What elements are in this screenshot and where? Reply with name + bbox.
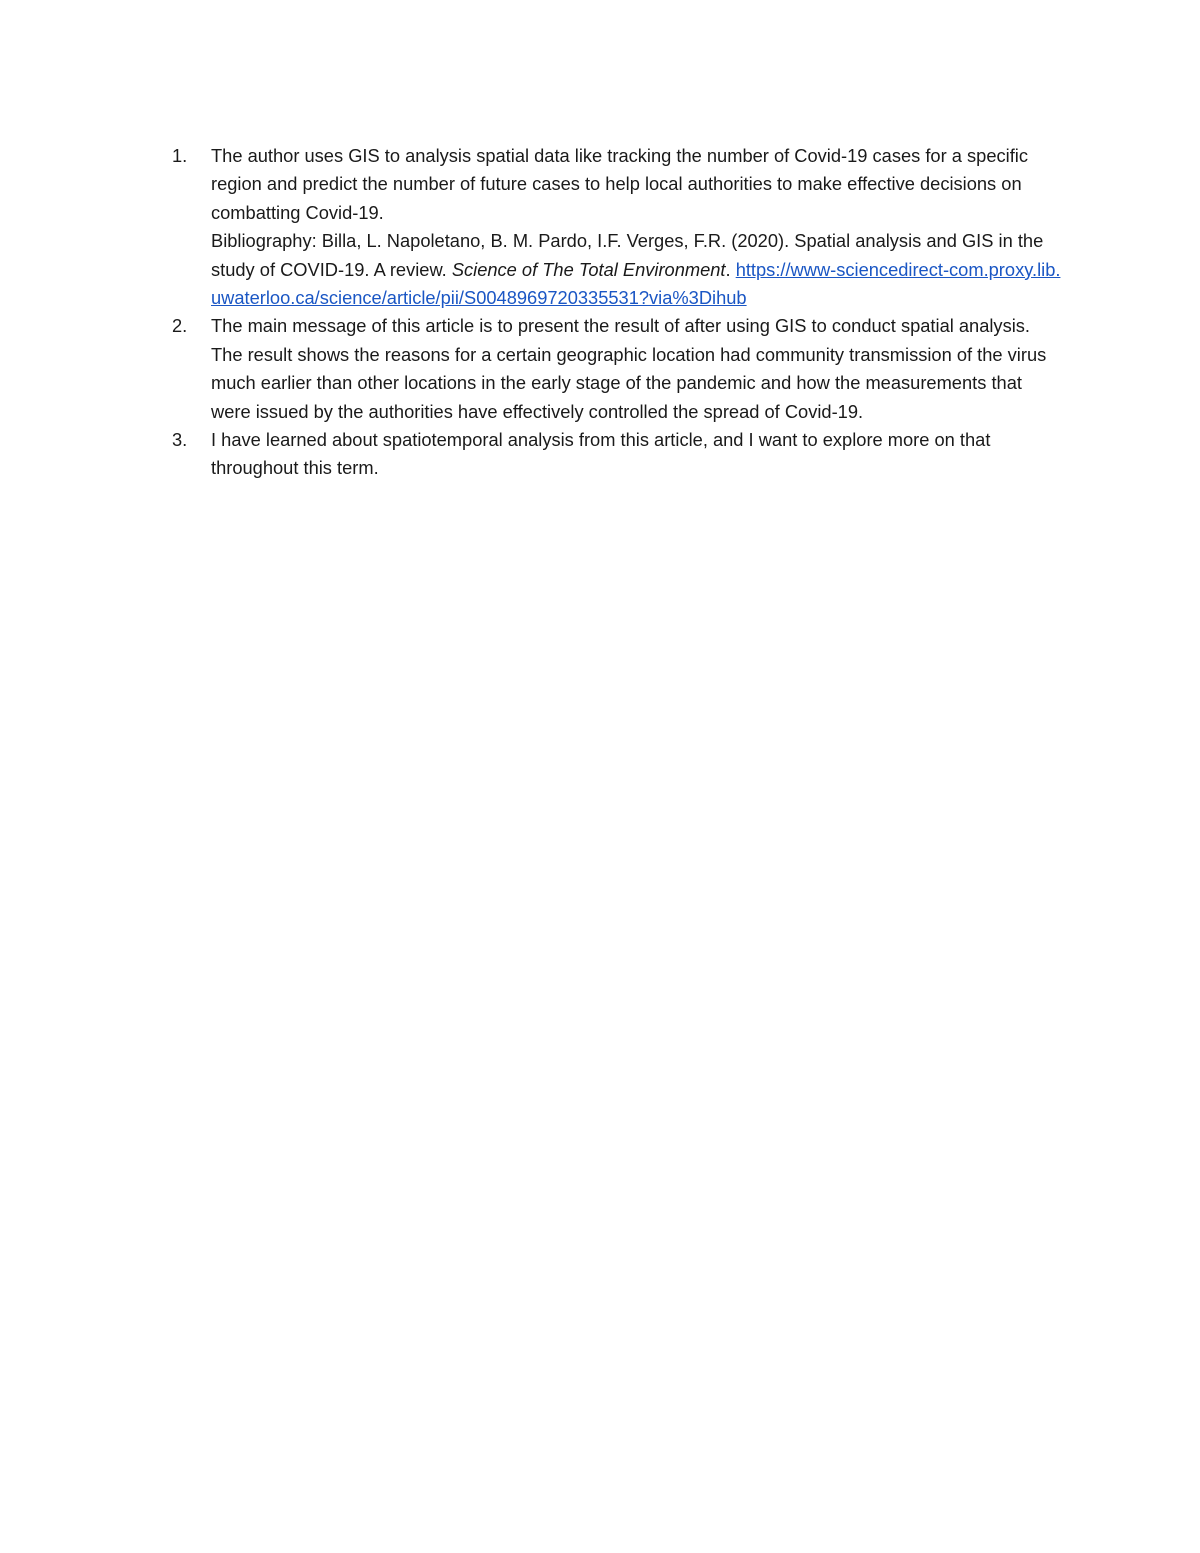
- list-item-text: The author uses GIS to analysis spatial data like tracking the number of Covid-19 cases for a specific region and predict the number of future cases to help local authorities to make effective decisions on combatting Covid-19.: [211, 145, 1028, 223]
- list-item-number: 3.: [172, 429, 188, 451]
- list-item-text: The main message of this article is to present the result of after using GIS to conduct spatial analysis. The result shows the reasons for a certain geographic location had community transmission of the virus much earlier than other locations in the early stage of the pandemic and how the measurements that were issued by the authorities have effectively controlled the spread of Covid-19.: [211, 315, 1047, 422]
- list-item: [172, 142, 1062, 312]
- list-item: [172, 312, 1062, 426]
- numbered-list: [172, 142, 1062, 483]
- list-item: [172, 426, 1062, 483]
- bibliography-text: Bibliography: Billa, L. Napoletano, B. M. Pardo, I.F. Verges, F.R. (2020). Spatial analysis and GIS in the study of COVID-19. A review.: [211, 230, 1044, 280]
- list-item-number: 2.: [172, 315, 188, 337]
- article-link[interactable]: https://www-sciencedirect-com.proxy.lib.uwaterloo.ca/science/article/pii/S0048969720335531?via%3Dihub: [211, 258, 1061, 309]
- list-item-number: 1.: [172, 145, 188, 166]
- bibliography-entry: [211, 227, 1062, 312]
- journal-title: Science of The Total Environment: [451, 258, 726, 280]
- journal-period: .: [725, 258, 736, 280]
- list-item-text: I have learned about spatiotemporal analysis from this article, and I want to explore more on that throughout this term.: [211, 429, 991, 479]
